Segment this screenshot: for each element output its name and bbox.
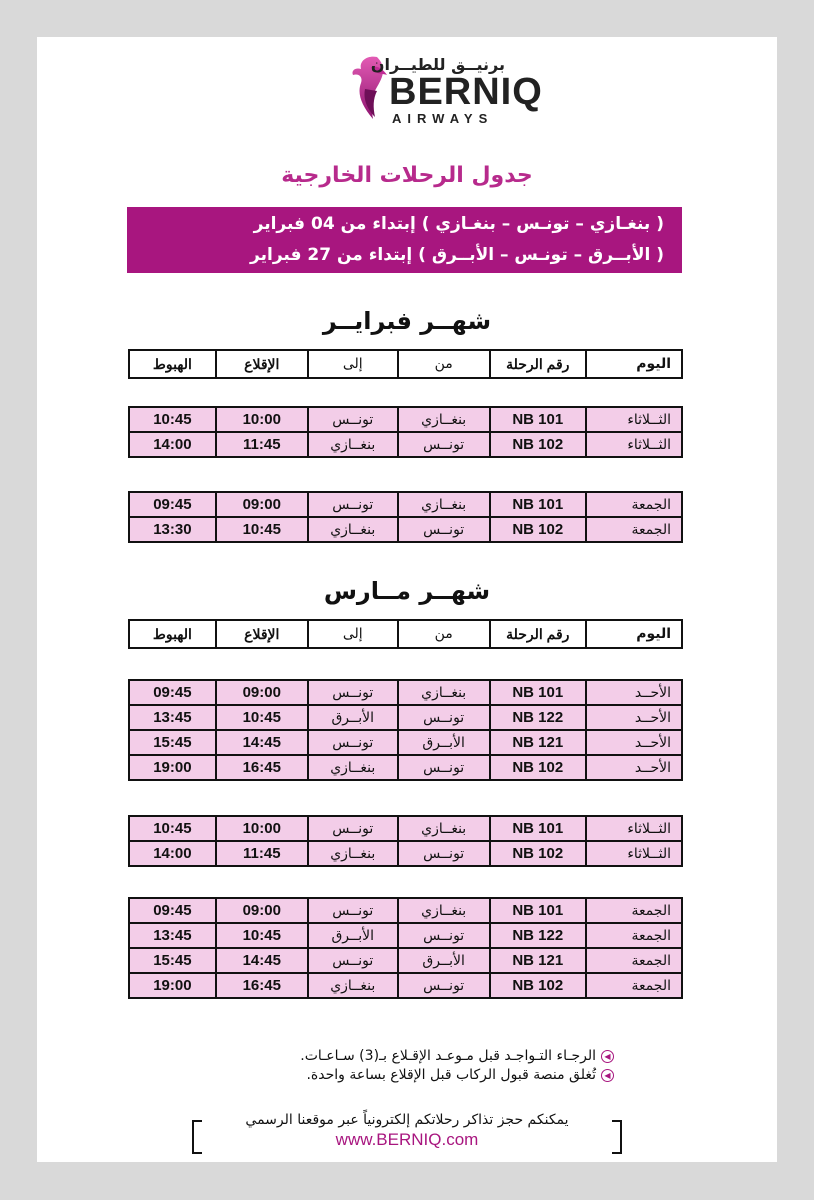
brand-arabic: برنيــق للطيــران xyxy=(370,55,505,74)
cell-flight: NB 101 xyxy=(490,492,586,517)
cell-to: تونــس xyxy=(308,492,398,517)
bracket-right xyxy=(612,1120,622,1154)
cell-arr: 19:00 xyxy=(129,755,216,780)
cell-to: بنغــازي xyxy=(308,432,398,457)
table-row xyxy=(129,492,682,517)
note-text-1: الرجـاء التـواجـد قبل مـوعـد الإقـلاع بـ(3) سـاعـات. xyxy=(300,1048,596,1064)
cell-day: الثــلاثاء xyxy=(586,432,682,457)
route-line-1: ( بنغـازي – تونـس – بنغـازي ) إبتداء من 04 فبراير xyxy=(253,214,664,234)
cell-from: تونــس xyxy=(398,705,490,730)
schedule-group-table xyxy=(128,897,683,999)
cell-flight: NB 122 xyxy=(490,705,586,730)
schedule-group-table xyxy=(128,491,683,543)
cell-dep: 11:45 xyxy=(216,841,308,866)
cell-from: بنغــازي xyxy=(398,492,490,517)
note-item xyxy=(300,1066,614,1085)
route-line-2: ( الأبــرق – تونـس – الأبــرق ) إبتداء من 27 فبراير xyxy=(250,245,664,265)
cell-arr: 13:45 xyxy=(129,923,216,948)
cell-from: تونــس xyxy=(398,841,490,866)
cell-day: الجمعة xyxy=(586,492,682,517)
cell-flight: NB 101 xyxy=(490,816,586,841)
cell-to: بنغــازي xyxy=(308,755,398,780)
cell-flight: NB 101 xyxy=(490,898,586,923)
booking-footer xyxy=(192,1112,622,1152)
month-heading-march: شهــر مــارس xyxy=(323,577,491,605)
brand-sub: AIRWAYS xyxy=(392,111,494,126)
cell-from: تونــس xyxy=(398,973,490,998)
berniq-logo xyxy=(347,53,547,126)
cell-day: الأحــد xyxy=(586,705,682,730)
cell-dep: 11:45 xyxy=(216,432,308,457)
cell-dep: 10:45 xyxy=(216,923,308,948)
schedule-header-table xyxy=(128,619,683,649)
cell-arr: 09:45 xyxy=(129,898,216,923)
cell-from: الأبــرق xyxy=(398,730,490,755)
booking-text: يمكنكم حجز تذاكر رحلاتكم إلكترونياً عبر موقعنا الرسمي xyxy=(245,1112,569,1128)
cell-day: الثــلاثاء xyxy=(586,816,682,841)
column-header-to: إلى xyxy=(308,350,398,378)
cell-arr: 14:00 xyxy=(129,432,216,457)
table-row xyxy=(129,973,682,998)
header-row xyxy=(129,620,682,648)
cell-dep: 14:45 xyxy=(216,730,308,755)
column-header-arr: الهبوط xyxy=(129,620,216,648)
cell-from: بنغــازي xyxy=(398,898,490,923)
bracket-left xyxy=(192,1120,202,1154)
column-header-from: من xyxy=(398,350,490,378)
note-item xyxy=(300,1047,614,1066)
cell-to: بنغــازي xyxy=(308,517,398,542)
cell-dep: 10:00 xyxy=(216,407,308,432)
cell-flight: NB 102 xyxy=(490,432,586,457)
cell-day: الثــلاثاء xyxy=(586,841,682,866)
table-row xyxy=(129,841,682,866)
column-header-arr: الهبوط xyxy=(129,350,216,378)
column-header-dep: الإقلاع xyxy=(216,350,308,378)
cell-from: الأبــرق xyxy=(398,948,490,973)
cell-day: الثــلاثاء xyxy=(586,407,682,432)
cell-flight: NB 101 xyxy=(490,407,586,432)
cell-dep: 10:00 xyxy=(216,816,308,841)
column-header-from: من xyxy=(398,620,490,648)
cell-day: الجمعة xyxy=(586,923,682,948)
table-row xyxy=(129,517,682,542)
cell-dep: 09:00 xyxy=(216,680,308,705)
cell-flight: NB 101 xyxy=(490,680,586,705)
cell-flight: NB 102 xyxy=(490,973,586,998)
cell-day: الأحــد xyxy=(586,680,682,705)
column-header-to: إلى xyxy=(308,620,398,648)
cell-day: الأحــد xyxy=(586,755,682,780)
schedule-group-table xyxy=(128,679,683,781)
cell-to: الأبــرق xyxy=(308,705,398,730)
schedule-group-table xyxy=(128,406,683,458)
schedule-group-table xyxy=(128,815,683,867)
arrow-bullet-icon: ◀ xyxy=(601,1069,614,1082)
cell-arr: 10:45 xyxy=(129,816,216,841)
column-header-dep: الإقلاع xyxy=(216,620,308,648)
cell-flight: NB 102 xyxy=(490,517,586,542)
column-header-flight: رقم الرحلة xyxy=(490,350,586,378)
route-banner xyxy=(127,207,682,273)
cell-day: الجمعة xyxy=(586,898,682,923)
table-row xyxy=(129,923,682,948)
column-header-day: اليوم xyxy=(586,620,682,648)
table-row xyxy=(129,705,682,730)
month-heading-february: شهــر فبرايــر xyxy=(322,307,492,335)
cell-day: الأحــد xyxy=(586,730,682,755)
cell-dep: 10:45 xyxy=(216,517,308,542)
cell-to: تونــس xyxy=(308,680,398,705)
cell-day: الجمعة xyxy=(586,973,682,998)
cell-flight: NB 102 xyxy=(490,841,586,866)
cell-arr: 09:45 xyxy=(129,680,216,705)
column-header-day: اليوم xyxy=(586,350,682,378)
cell-dep: 09:00 xyxy=(216,492,308,517)
header-row xyxy=(129,350,682,378)
cell-arr: 13:30 xyxy=(129,517,216,542)
column-header-flight: رقم الرحلة xyxy=(490,620,586,648)
cell-to: تونــس xyxy=(308,407,398,432)
cell-from: بنغــازي xyxy=(398,816,490,841)
table-row xyxy=(129,407,682,432)
cell-from: تونــس xyxy=(398,923,490,948)
cell-to: تونــس xyxy=(308,948,398,973)
cell-from: بنغــازي xyxy=(398,680,490,705)
cell-flight: NB 122 xyxy=(490,923,586,948)
cell-dep: 09:00 xyxy=(216,898,308,923)
cell-to: بنغــازي xyxy=(308,841,398,866)
table-row xyxy=(129,816,682,841)
cell-flight: NB 121 xyxy=(490,730,586,755)
table-row xyxy=(129,680,682,705)
cell-to: تونــس xyxy=(308,898,398,923)
cell-flight: NB 121 xyxy=(490,948,586,973)
table-row xyxy=(129,898,682,923)
cell-arr: 14:00 xyxy=(129,841,216,866)
cell-to: بنغــازي xyxy=(308,973,398,998)
table-row xyxy=(129,755,682,780)
notes xyxy=(300,1047,614,1085)
brand-name: BERNIQ xyxy=(389,71,543,113)
cell-arr: 15:45 xyxy=(129,948,216,973)
cell-dep: 14:45 xyxy=(216,948,308,973)
cell-to: تونــس xyxy=(308,730,398,755)
cell-dep: 16:45 xyxy=(216,755,308,780)
cell-to: الأبــرق xyxy=(308,923,398,948)
arrow-bullet-icon: ◀ xyxy=(601,1050,614,1063)
cell-arr: 15:45 xyxy=(129,730,216,755)
table-row xyxy=(129,432,682,457)
cell-from: بنغــازي xyxy=(398,407,490,432)
cell-arr: 10:45 xyxy=(129,407,216,432)
website-link[interactable]: www.BERNIQ.com xyxy=(335,1130,479,1149)
page-title: جدول الرحلات الخارجية xyxy=(281,163,533,188)
cell-arr: 09:45 xyxy=(129,492,216,517)
cell-flight: NB 102 xyxy=(490,755,586,780)
cell-arr: 13:45 xyxy=(129,705,216,730)
cell-arr: 19:00 xyxy=(129,973,216,998)
table-row xyxy=(129,948,682,973)
cell-to: تونــس xyxy=(308,816,398,841)
cell-from: تونــس xyxy=(398,517,490,542)
cell-day: الجمعة xyxy=(586,517,682,542)
schedule-header-table xyxy=(128,349,683,379)
cell-day: الجمعة xyxy=(586,948,682,973)
cell-from: تونــس xyxy=(398,755,490,780)
schedule-sheet xyxy=(37,37,777,1162)
table-row xyxy=(129,730,682,755)
cell-from: تونــس xyxy=(398,432,490,457)
note-text-2: تُغلق منصة قبول الركاب قبل الإقلاع بساعة واحدة. xyxy=(306,1067,596,1083)
cell-dep: 16:45 xyxy=(216,973,308,998)
cell-dep: 10:45 xyxy=(216,705,308,730)
